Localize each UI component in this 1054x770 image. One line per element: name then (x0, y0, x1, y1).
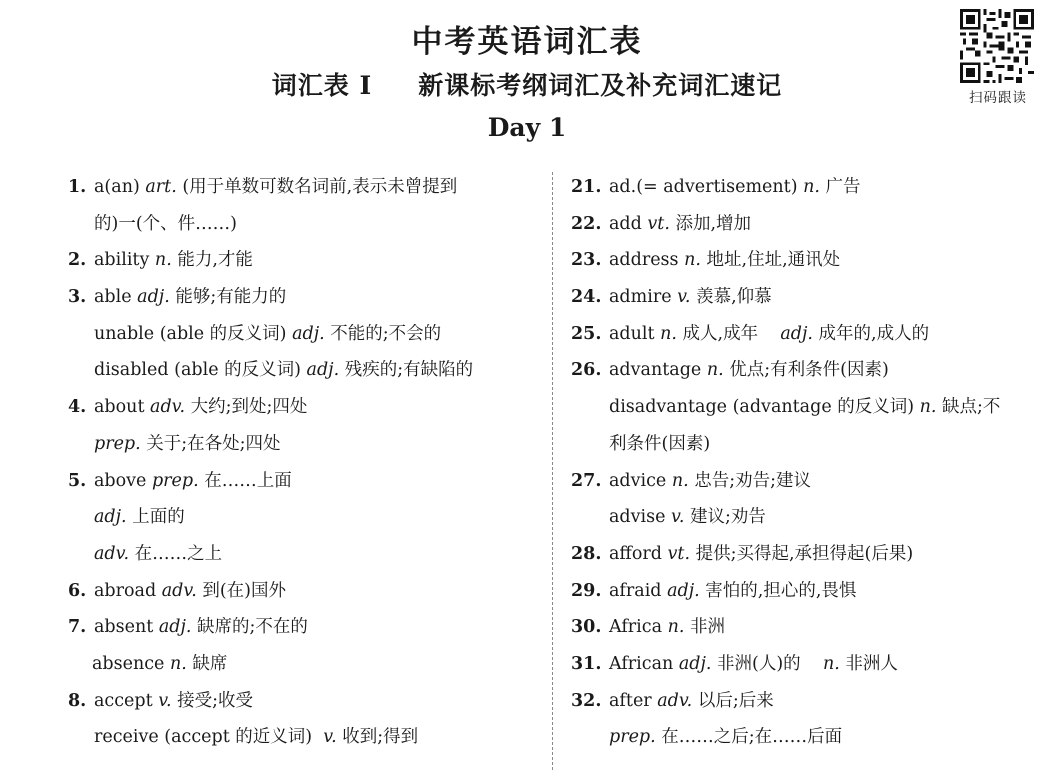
entry-text: abroad (94, 580, 162, 601)
part-of-speech: n. (919, 397, 937, 418)
day-heading: Day 1 (487, 113, 567, 142)
part-of-speech: n. (660, 323, 677, 344)
entry-text: a(an) (94, 177, 146, 197)
entry-text: advice (609, 470, 672, 491)
entry-text: 缺席的;不在的 (191, 617, 308, 638)
vocab-entry (68, 683, 540, 720)
vocab-entry (571, 279, 1043, 316)
part-of-speech: adj. (678, 653, 712, 674)
part-of-speech: n. (169, 653, 187, 674)
part-of-speech: adv. (150, 397, 186, 418)
left-column (68, 169, 540, 756)
entry-number: 25. (571, 323, 602, 344)
vocab-entry-continuation (571, 499, 1043, 536)
entry-text: unable (able 的反义词) (94, 323, 293, 344)
entry-text: absent (94, 617, 159, 638)
part-of-speech: prep. (609, 727, 656, 748)
entry-text: advise (609, 507, 672, 528)
vocab-entry (571, 646, 1043, 683)
part-of-speech: n. (803, 177, 820, 197)
entry-text: 非洲人 (839, 653, 898, 674)
part-of-speech: adj. (292, 323, 325, 344)
vocab-entry-continuation (68, 316, 540, 353)
entry-number: 1. (68, 177, 87, 197)
entry-number: 3. (68, 287, 87, 308)
vocab-entry (571, 352, 1043, 389)
vocab-entry (68, 242, 540, 279)
entry-number: 21. (571, 177, 602, 197)
entry-text: 添加,增加 (669, 213, 752, 234)
entry-number: 6. (68, 580, 87, 601)
vocab-entry (571, 316, 1043, 353)
entry-text: (用于单数可数名词前,表示未曾提到 (176, 177, 458, 197)
entry-text: 广告 (819, 177, 861, 197)
entry-number: 30. (571, 617, 602, 638)
vocab-entry-continuation (68, 499, 540, 536)
entry-number: 4. (68, 397, 87, 418)
entry-number: 31. (571, 653, 602, 674)
entry-number: 24. (571, 287, 602, 308)
entry-text: afford (609, 543, 668, 564)
entry-text: 关于;在各处;四处 (140, 433, 281, 454)
qr-code-label: 扫码跟读 (969, 90, 1027, 106)
entry-text: 成年的,成人的 (812, 323, 930, 344)
entry-text: admire (609, 287, 678, 308)
entry-number: 26. (571, 360, 602, 381)
part-of-speech: vt. (667, 543, 691, 564)
entry-text: 优点;有利条件(因素) (723, 360, 889, 381)
part-of-speech: adj. (158, 617, 192, 638)
entry-text: absence (92, 653, 170, 674)
part-of-speech: n. (684, 250, 701, 271)
vocab-entry-continuation (68, 206, 540, 243)
entry-text: after (609, 690, 658, 711)
entry-number: 32. (571, 690, 602, 711)
entry-text: address (609, 250, 685, 271)
entry-text: 忠告;劝告;建议 (688, 470, 812, 491)
entry-text: above (94, 470, 152, 491)
entry-text: afraid (609, 580, 668, 601)
subtitle-description: 新课标考纲词汇及补充词汇速记 (418, 71, 783, 100)
entry-text: 缺席 (186, 653, 228, 674)
page-subtitle (0, 66, 1054, 102)
entry-text: 残疾的;有缺陷的 (339, 360, 474, 381)
part-of-speech: n. (667, 617, 685, 638)
vocab-entry (571, 536, 1043, 573)
entry-text: 能力,才能 (171, 250, 253, 271)
vocab-entry (68, 279, 540, 316)
entry-text: 在……上面 (198, 470, 292, 491)
vocab-entry-continuation (68, 426, 540, 463)
entry-text: adult (609, 323, 661, 344)
entry-text: 大约;到处;四处 (185, 397, 308, 418)
entry-text: 在……之上 (129, 543, 223, 564)
entry-text: disabled (able 的反义词) (94, 360, 307, 381)
entry-text: 在……之后;在……后面 (655, 727, 843, 748)
entry-text: Africa (609, 617, 668, 638)
part-of-speech: adj. (306, 360, 340, 381)
vocab-entry (571, 463, 1043, 500)
entry-text: 成人,成年 (676, 323, 781, 344)
entry-number: 5. (68, 470, 87, 491)
entry-number: 7. (68, 617, 87, 638)
entry-text: able (94, 287, 138, 308)
page-title: 中考英语词汇表 (411, 24, 643, 60)
vocab-entry-continuation (68, 536, 540, 573)
entry-text: ability (94, 250, 155, 271)
vocab-entry-continuation (571, 719, 1043, 756)
entry-text: 到(在)国外 (196, 580, 286, 601)
vocab-entry (68, 169, 540, 206)
part-of-speech: n. (822, 653, 840, 674)
part-of-speech: adj. (94, 507, 127, 528)
part-of-speech: prep. (94, 433, 141, 454)
entry-text: accept (94, 690, 159, 711)
vocab-entry (571, 683, 1043, 720)
vocab-entry-continuation (571, 426, 1043, 463)
entry-number: 27. (571, 470, 602, 491)
vocab-entry-continuation (68, 352, 540, 389)
vocab-entry (68, 573, 540, 610)
part-of-speech: adj. (137, 287, 170, 308)
part-of-speech: adj. (667, 580, 700, 601)
entry-text: 非洲(人)的 (711, 653, 823, 674)
entry-number: 22. (571, 213, 602, 234)
part-of-speech: v. (671, 507, 685, 528)
entry-text: 羡慕,仰慕 (690, 287, 772, 308)
entry-text: disadvantage (advantage 的反义词) (609, 397, 920, 418)
entry-text: African (609, 653, 679, 674)
part-of-speech: n. (154, 250, 172, 271)
vocab-entry-continuation (571, 389, 1043, 426)
part-of-speech: adv. (94, 543, 130, 564)
entry-text: 收到;得到 (336, 727, 419, 748)
entry-text: advantage (609, 360, 707, 381)
vocab-entry (571, 206, 1043, 243)
column-divider (552, 172, 553, 770)
entry-text: 缺点;不 (936, 397, 1001, 418)
part-of-speech: prep. (151, 470, 199, 491)
vocab-entry (571, 169, 1043, 206)
entry-text: 以后;后来 (692, 690, 774, 711)
part-of-speech: n. (706, 360, 724, 381)
vocab-entry (571, 242, 1043, 279)
part-of-speech: art. (145, 177, 177, 197)
entry-text: receive (accept 的近义词) (94, 727, 324, 748)
entry-number: 29. (571, 580, 602, 601)
part-of-speech: adj. (780, 323, 813, 344)
part-of-speech: v. (323, 727, 337, 748)
part-of-speech: vt. (647, 213, 670, 234)
entry-text: 建议;劝告 (684, 507, 766, 528)
entry-text: add (609, 213, 648, 234)
part-of-speech: v. (158, 690, 172, 711)
part-of-speech: adv. (161, 580, 197, 601)
entry-text: about (94, 397, 151, 418)
entry-text: 利条件(因素) (609, 433, 711, 454)
entry-number: 8. (68, 690, 87, 711)
vocab-entry-continuation (68, 719, 540, 756)
entry-number: 28. (571, 543, 602, 564)
entry-text: 接受;收受 (171, 690, 254, 711)
right-column (571, 169, 1043, 756)
vocab-entry (571, 573, 1043, 610)
vocab-entry (68, 389, 540, 426)
entry-text: 提供;买得起,承担得起(后果) (690, 543, 914, 564)
subtitle-vocab-list: 词汇表 I (271, 71, 373, 100)
vocab-entry-continuation (68, 646, 540, 683)
entry-text: 上面的 (126, 507, 185, 528)
qr-code-icon[interactable] (960, 9, 1034, 83)
entry-text: 非洲 (684, 617, 725, 638)
vocab-entry (68, 463, 540, 500)
entry-text: 地址,住址,通讯处 (700, 250, 841, 271)
entry-text: 不能的;不会的 (324, 323, 442, 344)
entry-text: 能够;有能力的 (169, 287, 287, 308)
vocab-entry (68, 609, 540, 646)
entry-number: 23. (571, 250, 602, 271)
part-of-speech: n. (671, 470, 689, 491)
entry-number: 2. (68, 250, 87, 271)
part-of-speech: adv. (657, 690, 693, 711)
entry-text: 害怕的,担心的,畏惧 (699, 580, 857, 601)
vocab-entry (571, 609, 1043, 646)
entry-text: 的)一(个、件……) (94, 213, 237, 234)
part-of-speech: v. (677, 287, 691, 308)
entry-text: ad.(= advertisement) (609, 177, 804, 197)
